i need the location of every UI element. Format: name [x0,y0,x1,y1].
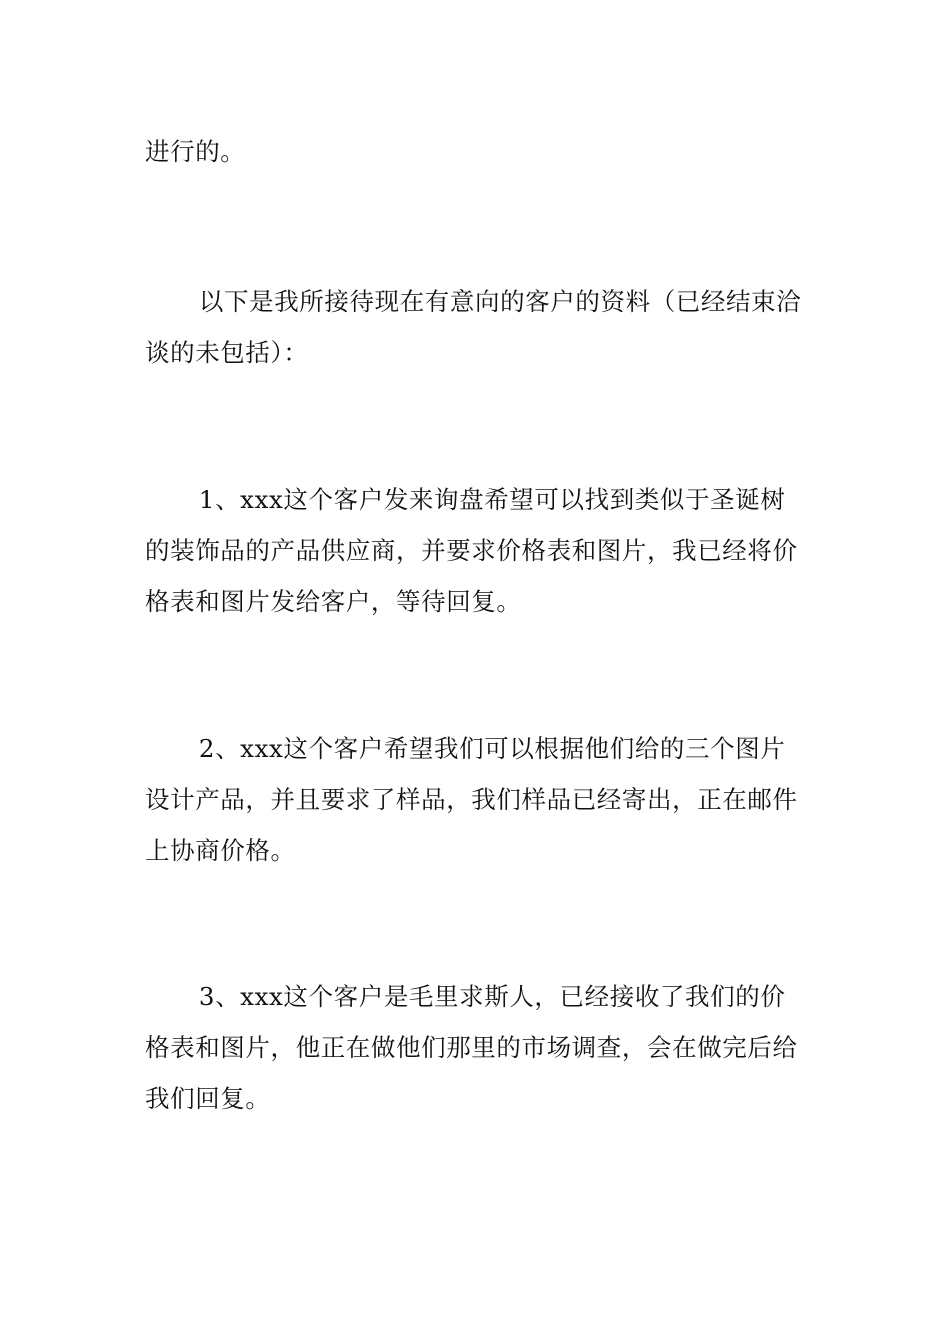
paragraph-client-3: 3、xxx这个客户是毛里求斯人，已经接收了我们的价格表和图片，他正在做他们那里的市场调查，会在做完后给我们回复。 [145,982,798,1113]
paragraph-continuation: 进行的。 [145,137,246,166]
paragraph-client-1: 1、xxx这个客户发来询盘希望可以找到类似于圣诞树的装饰品的产品供应商，并要求价格表和图片，我已经将价格表和图片发给客户，等待回复。 [145,485,798,616]
paragraph-intro: 以下是我所接待现在有意向的客户的资料（已经结束洽谈的未包括）： [145,287,802,367]
paragraph-client-2: 2、xxx这个客户希望我们可以根据他们给的三个图片设计产品，并且要求了样品，我们样品已经寄出，正在邮件上协商价格。 [145,734,798,865]
